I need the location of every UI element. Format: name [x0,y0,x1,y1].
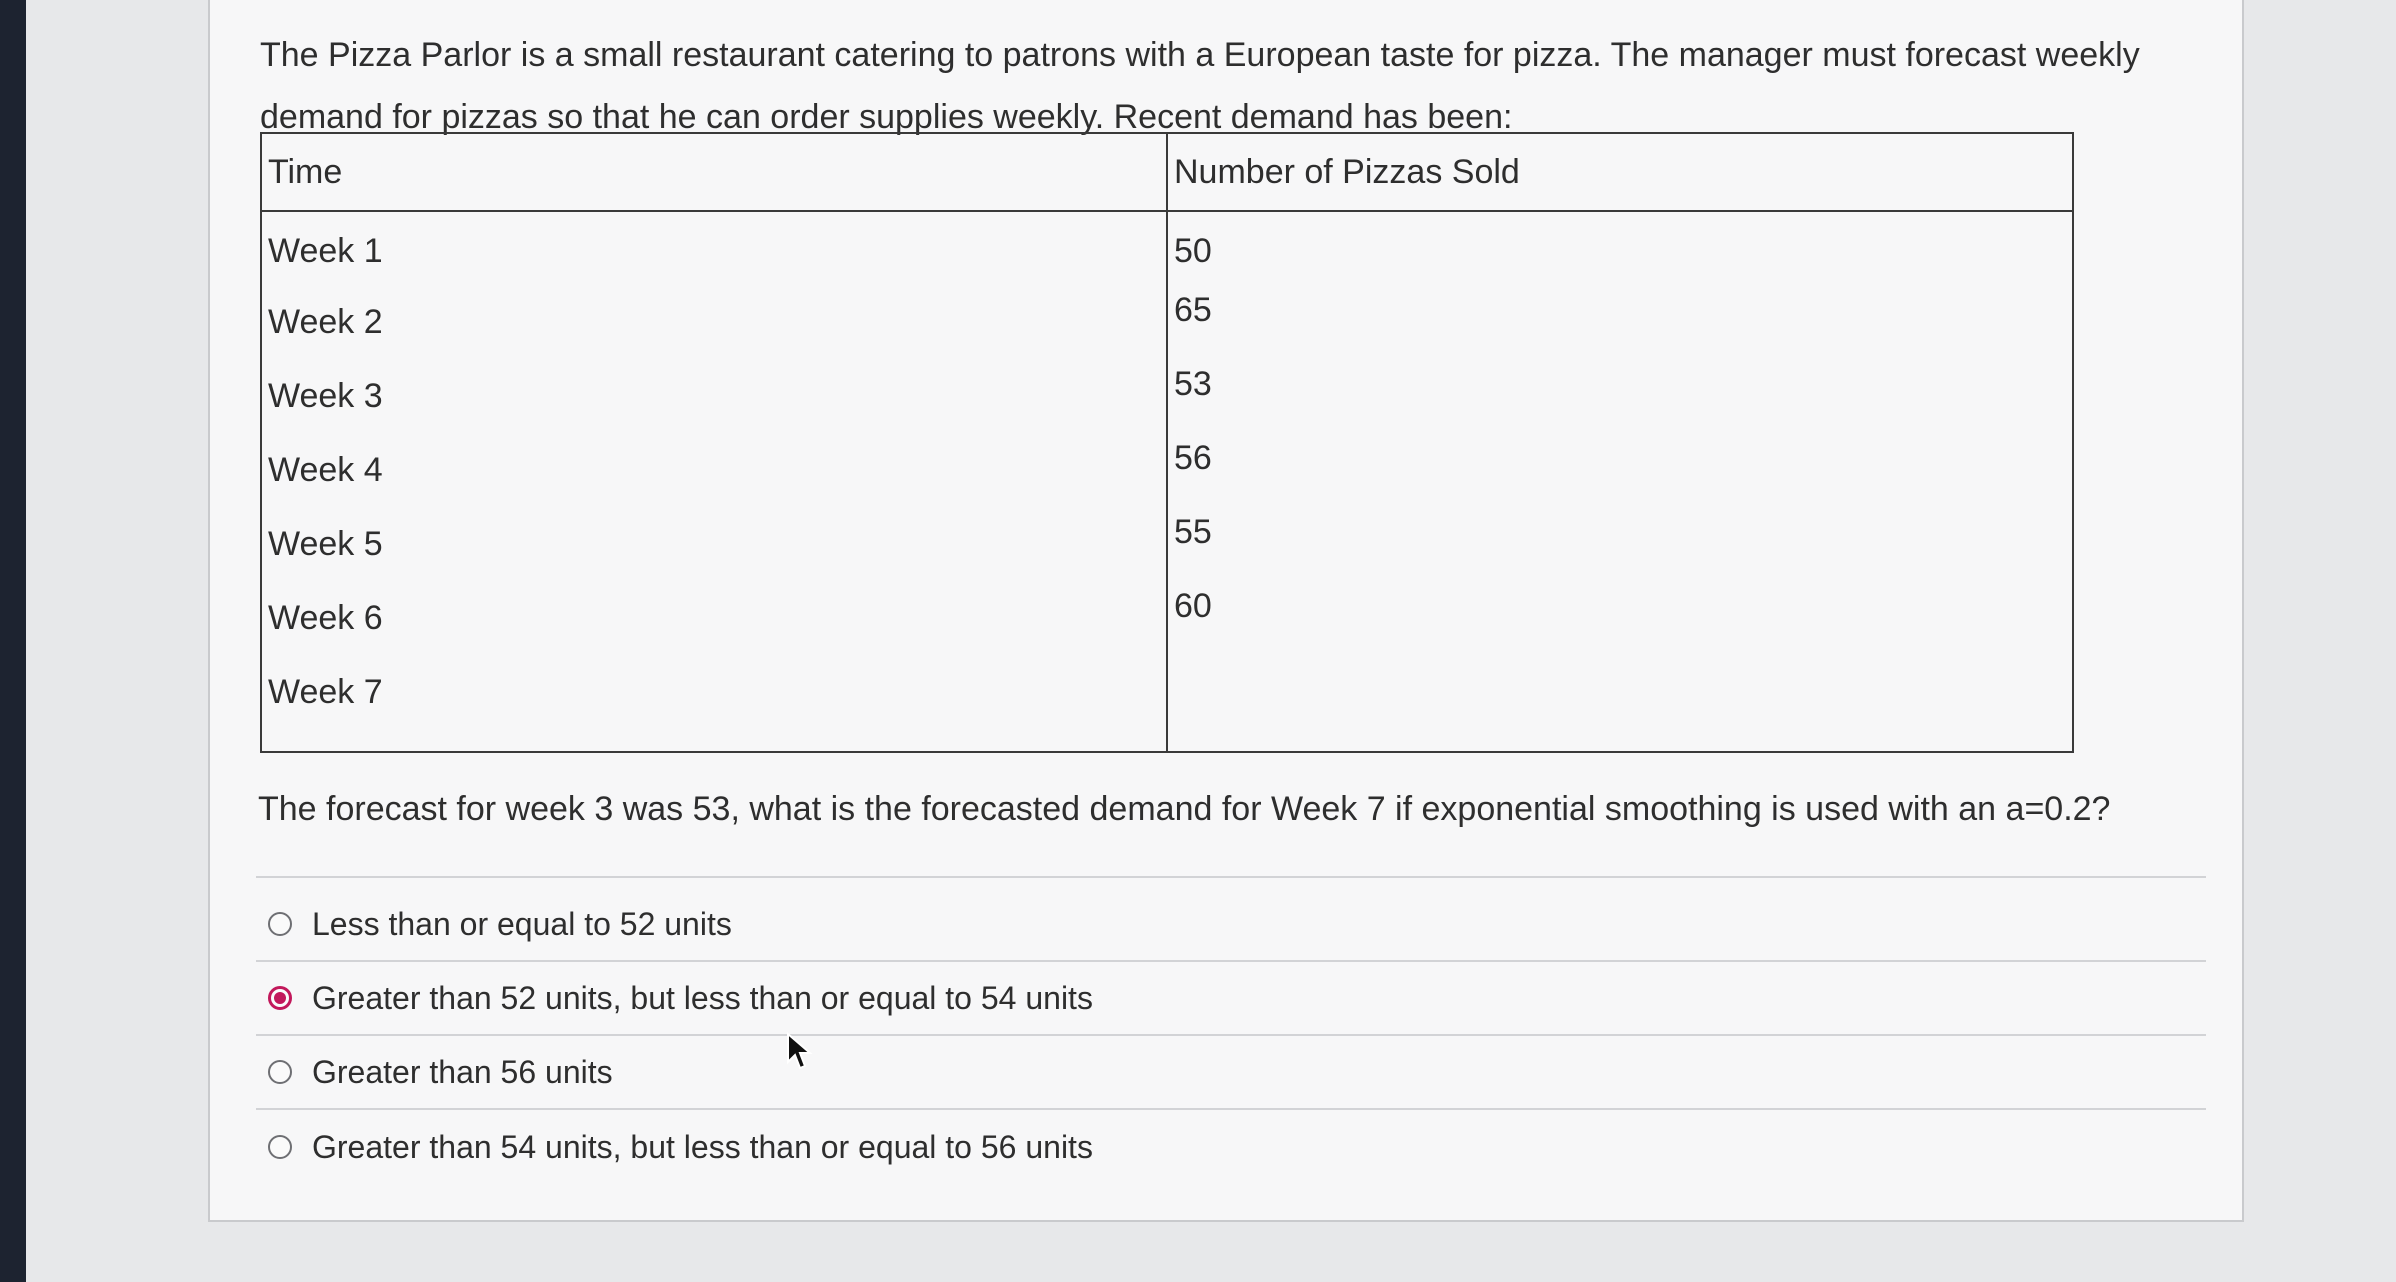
time-cell: Week 2 [261,285,1167,359]
time-cell: Week 6 [261,581,1167,655]
pizzas-sold-cell: 53 [1167,359,2073,433]
table-header-row [261,133,2073,211]
pizzas-sold-cell: 55 [1167,507,2073,581]
pizzas-sold-cell: 50 [1167,211,2073,285]
column-header-time: Time [261,133,1167,211]
pizzas-sold-cell [1167,655,2073,752]
option-label: Greater than 56 units [312,1053,613,1090]
option-label: Greater than 54 units, but less than or equal to 56 units [312,1128,1093,1165]
question-card [208,0,2244,1222]
question-intro: The Pizza Parlor is a small restaurant catering to patrons with a European taste for pizza. The manager must forecast weekly demand for pizzas so that he can order supplies weekly. Recent demand has been: [260,36,2140,136]
demand-table [260,132,2074,753]
option-label: Less than or equal to 52 units [312,905,732,942]
mouse-pointer-icon [786,1032,814,1072]
pizzas-sold-cell: 65 [1167,285,2073,359]
time-cell: Week 5 [261,507,1167,581]
table-row [261,359,2073,433]
option-label: Greater than 52 units, but less than or equal to 54 units [312,979,1093,1016]
column-header-pizzas: Number of Pizzas Sold [1167,133,2073,211]
pizzas-sold-cell: 60 [1167,581,2073,655]
answer-option-3[interactable] [256,1036,2206,1110]
time-cell: Week 4 [261,433,1167,507]
screen-bezel [0,0,26,1282]
pizzas-sold-cell: 56 [1167,433,2073,507]
radio-button-selected[interactable] [268,986,292,1010]
answer-option-2[interactable] [256,962,2206,1036]
answer-option-4[interactable] [256,1110,2206,1184]
table-row [261,655,2073,752]
time-cell: Week 3 [261,359,1167,433]
table-row [261,507,2073,581]
table-row [261,581,2073,655]
radio-button[interactable] [268,1060,292,1084]
divider [256,876,2206,878]
table-row [261,285,2073,359]
time-cell: Week 1 [261,211,1167,285]
time-cell: Week 7 [261,655,1167,752]
answer-option-1[interactable] [256,888,2206,962]
radio-button[interactable] [268,1135,292,1159]
table-row [261,211,2073,285]
answer-options [256,888,2206,1184]
table-row [261,433,2073,507]
question-prompt: The forecast for week 3 was 53, what is the forecasted demand for Week 7 if exponential smoothing is used with an a=0.2? [258,790,2111,828]
radio-button[interactable] [268,912,292,936]
